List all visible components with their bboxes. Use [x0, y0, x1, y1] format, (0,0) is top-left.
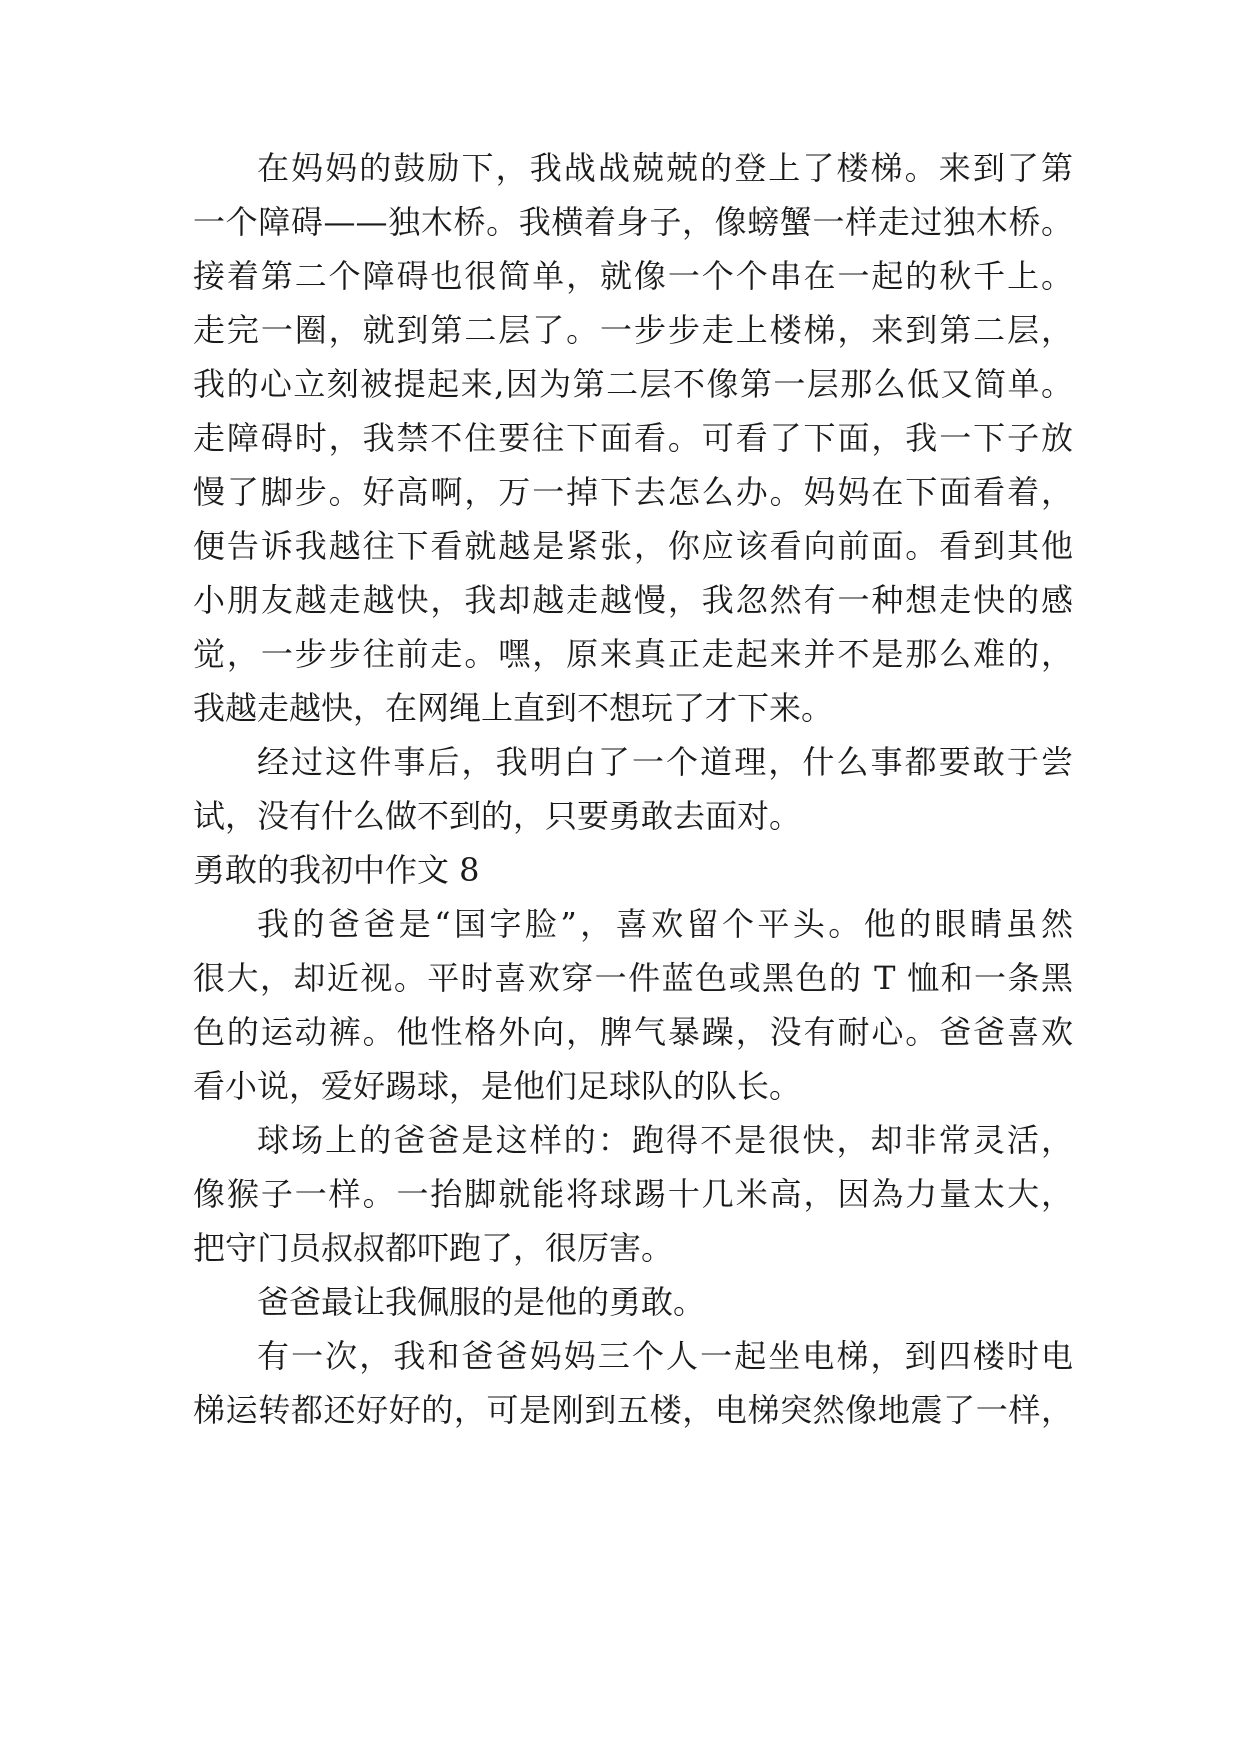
paragraph-line: 很大，却近视。平时喜欢穿一件蓝色或黑色的 T 恤和一条黑	[193, 959, 1073, 997]
paragraph-line: 便告诉我越往下看就越是紧张，你应该看向前面。看到其他	[193, 527, 1073, 565]
paragraph-line: 我的爸爸是“国字脸”，喜欢留个平头。他的眼睛虽然	[257, 905, 1073, 943]
paragraph-line: 觉，一步步往前走。嘿，原来真正走起来并不是那么难的，	[193, 635, 1073, 673]
paragraph-line: 爸爸最让我佩服的是他的勇敢。	[257, 1283, 706, 1321]
paragraph-line: 接着第二个障碍也很简单，就像一个个串在一起的秋千上。	[193, 257, 1073, 295]
paragraph-line: 看小说，爱好踢球，是他们足球队的队长。	[193, 1067, 802, 1105]
paragraph-line: 走完一圈，就到第二层了。一步步走上楼梯，来到第二层，	[193, 311, 1073, 349]
paragraph-line: 有一次，我和爸爸妈妈三个人一起坐电梯，到四楼时电	[257, 1337, 1073, 1375]
paragraph-line: 试，没有什么做不到的，只要勇敢去面对。	[193, 797, 802, 835]
paragraph-line: 我的心立刻被提起来,因为第二层不像第一层那么低又简单。	[193, 365, 1073, 403]
paragraph-line: 一个障碍——独木桥。我横着身子，像螃蟹一样走过独木桥。	[193, 203, 1073, 241]
paragraph-line: 小朋友越走越快，我却越走越慢，我忽然有一种想走快的感	[193, 581, 1073, 619]
paragraph-line: 我越走越快，在网绳上直到不想玩了才下来。	[193, 689, 834, 727]
paragraph-line: 在妈妈的鼓励下，我战战兢兢的登上了楼梯。来到了第	[257, 149, 1073, 187]
paragraph-line: 经过这件事后，我明白了一个道理，什么事都要敢于尝	[257, 743, 1073, 781]
paragraph-line: 色的运动裤。他性格外向，脾气暴躁，没有耐心。爸爸喜欢	[193, 1013, 1073, 1051]
paragraph-line: 球场上的爸爸是这样的：跑得不是很快，却非常灵活，	[257, 1121, 1073, 1159]
section-heading: 勇敢的我初中作文 8	[193, 851, 480, 889]
paragraph-line: 慢了脚步。好高啊，万一掉下去怎么办。妈妈在下面看着，	[193, 473, 1073, 511]
paragraph-line: 梯运转都还好好的，可是刚到五楼，电梯突然像地震了一样，	[193, 1391, 1073, 1429]
paragraph-line: 把守门员叔叔都吓跑了，很厉害。	[193, 1229, 674, 1267]
paragraph-line: 像猴子一样。一抬脚就能将球踢十几米高，因為力量太大，	[193, 1175, 1073, 1213]
paragraph-line: 走障碍时，我禁不住要往下面看。可看了下面，我一下子放	[193, 419, 1073, 457]
